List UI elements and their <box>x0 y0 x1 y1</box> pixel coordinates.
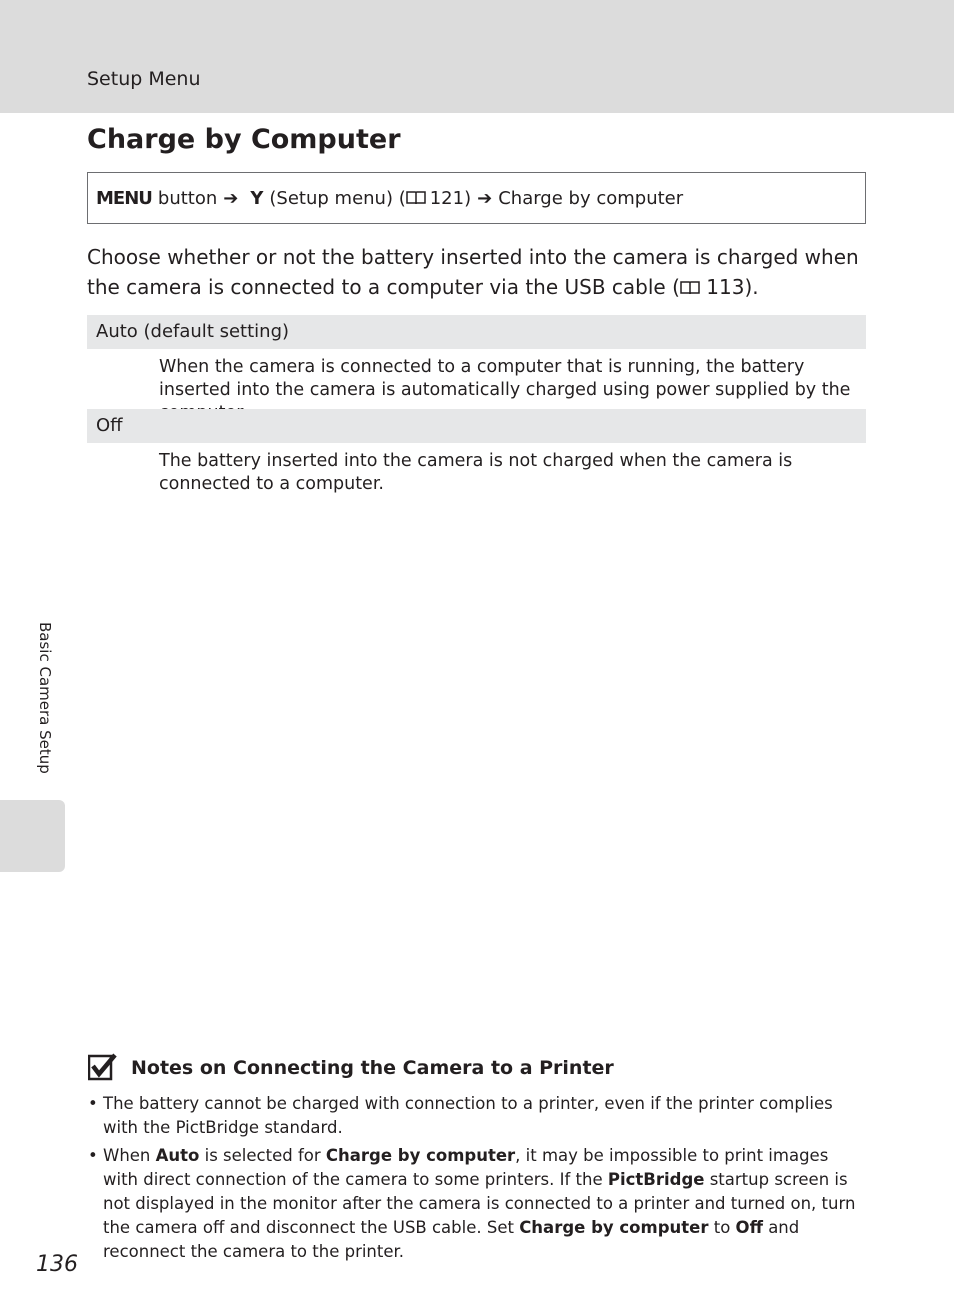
option-label-off: Off <box>87 409 866 443</box>
intro-text: Choose whether or not the battery inserted into the camera is charged when the camera is connected to a computer via the USB cable ( <box>87 245 859 299</box>
note-text-part: , it may be impossible to print images with direct connection of the camera to some printers. If the <box>103 1146 829 1189</box>
book-reference-icon <box>406 191 426 205</box>
page-title: Charge by Computer <box>87 124 401 155</box>
note-text <box>103 1144 868 1264</box>
note-text-part: to <box>708 1218 736 1237</box>
book-reference-icon <box>680 281 700 295</box>
bullet: • <box>88 1146 98 1165</box>
menu-button-icon: MENU <box>96 187 152 209</box>
option-label-auto: Auto (default setting) <box>87 315 866 349</box>
intro-paragraph <box>87 242 877 302</box>
option-description-auto: When the camera is connected to a computer that is running, the battery inserted into the camera is automatically charged using power supplied by the <box>159 357 851 400</box>
note-text-part: startup screen is not displayed in the monitor after the camera is connected to a printer and turned on, turn the camera off and disconnect the USB cable. Set <box>103 1170 856 1237</box>
list-item <box>88 1092 868 1140</box>
note-emphasis: PictBridge <box>607 1170 705 1189</box>
list-item <box>88 1144 868 1264</box>
wrench-icon: Y <box>250 187 264 209</box>
arrow-right-icon: ➔ <box>477 187 493 209</box>
arrow-right-icon: ➔ <box>223 187 239 209</box>
bullet: • <box>88 1094 98 1113</box>
note-text-part: When <box>103 1146 156 1165</box>
note-emphasis: Auto <box>155 1146 200 1165</box>
notes-title: Notes on Connecting the Camera to a Printer <box>131 1057 614 1079</box>
nav-button-text: button <box>157 187 218 209</box>
nav-setup-menu-text: (Setup menu) ( <box>269 187 406 209</box>
side-tab-marker <box>0 800 65 872</box>
nav-page-ref: 121) <box>429 187 472 209</box>
option-description-off: The battery inserted into the camera is not charged when the camera is connected to a computer. <box>159 451 793 494</box>
page-number: 136 <box>36 1252 78 1277</box>
menu-navigation-path <box>87 172 866 224</box>
section-label: Setup Menu <box>87 68 201 90</box>
note-emphasis: Charge by computer <box>519 1218 709 1237</box>
side-tab-label: Basic Camera Setup <box>36 622 54 774</box>
note-emphasis: Off <box>735 1218 763 1237</box>
note-text: The battery cannot be charged with connection to a printer, even if the printer complies with the PictBridge standard. <box>103 1094 833 1137</box>
note-text-part: and reconnect the camera to the printer. <box>103 1218 800 1261</box>
note-emphasis: Charge by computer <box>325 1146 516 1165</box>
header-band <box>0 0 954 113</box>
checkmark-note-icon <box>88 1053 118 1081</box>
intro-page-ref: 113). <box>706 275 759 299</box>
nav-target: Charge by computer <box>498 187 684 209</box>
note-text-part: is selected for <box>199 1146 326 1165</box>
